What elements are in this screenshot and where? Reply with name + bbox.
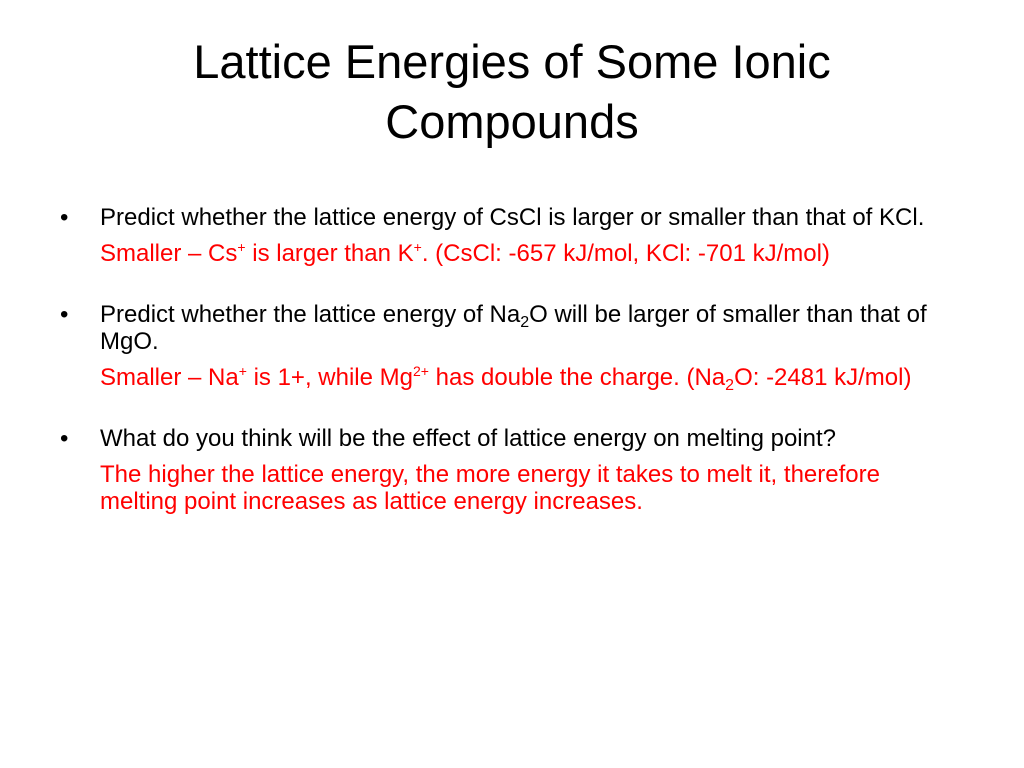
superscript-charge: 2+ [412,363,429,379]
superscript-charge: + [238,363,247,379]
answer-part: has double the charge. (Na [428,364,726,391]
question-text: What do you think will be the effect of lattice energy on melting point? [100,425,836,452]
subscript-count: 2 [520,314,530,331]
superscript-charge: + [413,239,422,255]
slide-title [100,32,924,152]
bullet-list [60,204,950,549]
slide-title-line-1: Lattice Energies of Some Ionic [193,35,831,88]
answer-text [100,363,950,394]
bullet-marker: • [60,204,69,231]
bullet-marker: • [60,301,69,328]
bullet-item-melting-point [60,425,950,515]
answer-part: Smaller – Na [100,364,239,391]
answer-part: . (CsCl: -657 kJ/mol, KCl: -701 kJ/mol) [421,240,830,267]
subscript-count: 2 [725,377,735,394]
question-text [100,301,950,355]
answer-part: O: -2481 kJ/mol) [734,364,912,391]
bullet-marker: • [60,425,69,452]
question-part: O will be larger of smaller than that of MgO. [100,301,927,355]
answer-text [100,240,950,267]
slide-title-line-2: Compounds [385,95,639,148]
question-text: Predict whether the lattice energy of CsCl is larger or smaller than that of KCl. [100,204,925,231]
answer-text: The higher the lattice energy, the more energy it takes to melt it, therefore melting point increases as lattice energy increases. [100,461,880,515]
bullet-item-cscl [60,204,950,267]
bullet-item-na2o [60,301,950,394]
answer-part: is larger than K [245,240,414,267]
superscript-charge: + [237,239,246,255]
answer-part: is 1+, while Mg [246,364,413,391]
question-part: Predict whether the lattice energy of Na [100,301,521,328]
answer-part: Smaller – Cs [100,240,238,267]
